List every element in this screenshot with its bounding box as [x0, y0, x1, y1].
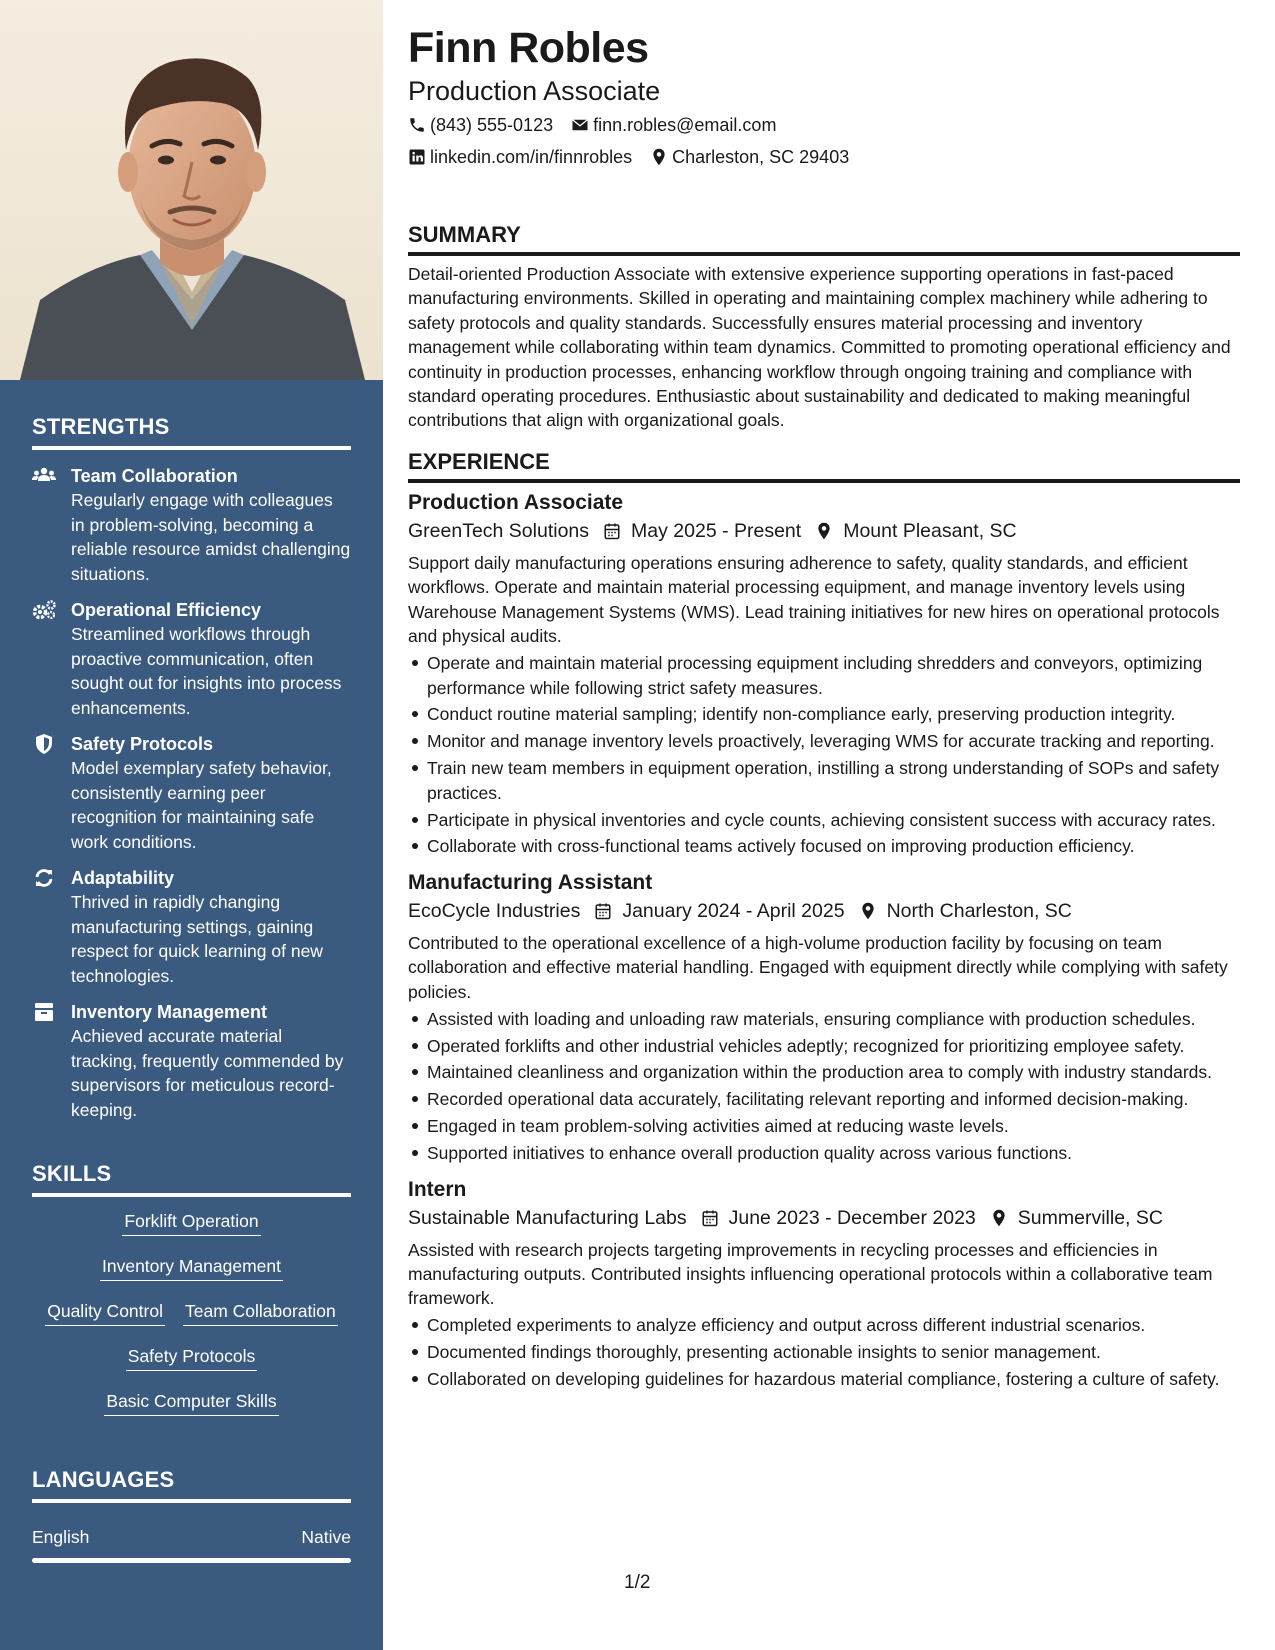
job-description: Support daily manufacturing operations ensuring adherence to safety, quality standards, and efficient workflows. Operate and maintain material processing equipment, and manage inventory levels using Warehouse Management Systems (WMS). Lead training initiatives for new hires on operational protocols and physical audits. — [408, 553, 1220, 647]
bullet-item: Maintained cleanliness and organization within the production area to comply with industry standards. — [408, 1060, 1240, 1084]
experience-section — [408, 449, 1240, 1391]
strength-title: Adaptability — [71, 868, 175, 888]
job-meta — [408, 897, 1240, 925]
bullet-item: Operate and maintain material processing equipment including shredders and conveyors, optimizing performance while following strict safety measures. — [408, 651, 1240, 700]
skill-tag: Quality Control — [45, 1299, 165, 1326]
language-name: English — [32, 1527, 90, 1547]
language-level: Native — [301, 1527, 351, 1547]
job-meta — [408, 517, 1240, 545]
shield-icon — [32, 734, 56, 754]
bullet-item: Collaborated on developing guidelines for hazardous material compliance, fostering a culture of safety. — [408, 1367, 1240, 1391]
skill-tag: Forklift Operation — [122, 1209, 260, 1236]
job-bullets — [408, 651, 1240, 859]
strength-title: Team Collaboration — [71, 466, 238, 486]
bullet-item: Conduct routine material sampling; identify non-compliance early, preserving production integrity. — [408, 702, 1240, 726]
sync-icon — [32, 868, 56, 888]
job-title: Production Associate — [408, 491, 624, 514]
bullet-item: Participate in physical inventories and cycle counts, achieving consistent success with accuracy rates. — [408, 808, 1240, 832]
box-icon — [32, 1002, 56, 1022]
envelope-icon — [571, 116, 589, 134]
strengths-heading: STRENGTHS — [32, 414, 351, 450]
skill-tag: Safety Protocols — [126, 1344, 257, 1371]
bullet-item: Monitor and manage inventory levels proactively, leveraging WMS for accurate tracking and reporting. — [408, 729, 1240, 753]
page-number: 1/2 — [624, 1572, 651, 1593]
language-item — [32, 1527, 351, 1548]
job-company: GreenTech Solutions — [408, 520, 590, 542]
calendar-icon — [594, 902, 612, 920]
candidate-role: Production Associate — [408, 76, 661, 106]
skill-tag: Inventory Management — [100, 1254, 283, 1281]
bullet-item: Supported initiatives to enhance overall production quality across various functions. — [408, 1141, 1240, 1165]
strength-title: Safety Protocols — [71, 734, 214, 754]
strength-title: Inventory Management — [71, 1002, 268, 1022]
strengths-section — [32, 414, 351, 1122]
skill-tag: Basic Computer Skills — [104, 1389, 278, 1416]
calendar-icon — [701, 1209, 719, 1227]
summary-heading: SUMMARY — [408, 222, 1240, 256]
languages-heading: LANGUAGES — [32, 1467, 351, 1503]
bullet-item: Assisted with loading and unloading raw materials, ensuring compliance with production schedules. — [408, 1007, 1240, 1031]
candidate-name: Finn Robles — [408, 24, 649, 72]
strength-item — [32, 1000, 351, 1122]
skills-section — [32, 1161, 351, 1434]
job-company: Sustainable Manufacturing Labs — [408, 1206, 687, 1229]
job-entry — [408, 1176, 1240, 1392]
job-bullets — [408, 1313, 1240, 1391]
summary-section — [408, 222, 1240, 433]
job-entry — [408, 489, 1240, 859]
job-title: Manufacturing Assistant — [408, 870, 653, 894]
strength-desc: Thrived in rapidly changing manufacturing settings, gaining respect for quick learning of new technologies. — [71, 892, 323, 986]
gears-icon — [32, 600, 56, 620]
strength-desc: Model exemplary safety behavior, consistently earning peer recognition for maintaining safe work conditions. — [71, 758, 332, 852]
job-dates: January 2024 - April 2025 — [622, 899, 845, 922]
strength-desc: Achieved accurate material tracking, frequently commended by supervisors for meticulous record-keeping. — [71, 1026, 344, 1120]
contact-location: Charleston, SC 29403 — [650, 145, 849, 169]
job-company: EcoCycle Industries — [408, 899, 581, 922]
bullet-item: Documented findings thoroughly, presenting actionable insights to senior management. — [408, 1340, 1240, 1364]
users-icon — [32, 466, 56, 486]
language-proficiency-bar — [32, 1558, 351, 1563]
strength-desc: Regularly engage with colleagues in problem-solving, becoming a reliable resource amidst challenging situations. — [71, 490, 351, 584]
sidebar — [0, 0, 383, 1650]
bullet-item: Recorded operational data accurately, facilitating relevant reporting and informed decision-making. — [408, 1087, 1240, 1111]
map-pin-icon — [859, 902, 877, 920]
contact-row-2 — [408, 145, 867, 169]
job-location: North Charleston, SC — [886, 899, 1072, 922]
job-entry — [408, 869, 1240, 1166]
bullet-item: Collaborate with cross-functional teams actively focused on improving production efficiency. — [408, 834, 1240, 858]
contact-row-1 — [408, 113, 794, 137]
strength-desc: Streamlined workflows through proactive communication, often sought out for insights into process enhancements. — [71, 624, 342, 718]
strength-item — [32, 732, 351, 854]
strength-item — [32, 866, 351, 988]
bullet-item: Engaged in team problem-solving activities aimed at reducing waste levels. — [408, 1114, 1240, 1138]
skills-list — [32, 1209, 351, 1434]
bullet-item: Completed experiments to analyze efficiency and output across different industrial scenarios. — [408, 1313, 1240, 1337]
job-location: Summerville, SC — [1017, 1206, 1163, 1229]
contact-phone: (843) 555-0123 — [408, 113, 553, 137]
bullet-item: Train new team members in equipment operation, instilling a strong understanding of SOPs and safety practices. — [408, 756, 1240, 805]
job-description: Assisted with research projects targeting improvements in recycling processes and efficiencies in manufacturing outputs. Contributed insights influencing operational protocols within a collaborative team framework. — [408, 1239, 1213, 1309]
job-meta — [408, 1204, 1240, 1232]
experience-heading: EXPERIENCE — [408, 449, 1240, 483]
map-pin-icon — [650, 148, 668, 166]
map-pin-icon — [990, 1209, 1008, 1227]
strength-item — [32, 464, 351, 586]
profile-photo — [0, 0, 383, 380]
skills-heading: SKILLS — [32, 1161, 351, 1197]
job-description: Contributed to the operational excellence of a high-volume production facility by focusing on team collaboration and effective material handling. Engaged with equipment directly while complying with safety policies. — [408, 932, 1228, 1002]
skill-tag: Team Collaboration — [183, 1299, 338, 1326]
languages-section — [32, 1467, 351, 1563]
job-dates: May 2025 - Present — [631, 520, 802, 542]
job-dates: June 2023 - December 2023 — [728, 1206, 976, 1229]
phone-icon — [408, 116, 426, 134]
job-location: Mount Pleasant, SC — [843, 520, 1017, 542]
bullet-item: Operated forklifts and other industrial vehicles adeptly; recognized for prioritizing employee safety. — [408, 1034, 1240, 1058]
contact-email[interactable]: finn.robles@email.com — [571, 113, 776, 137]
calendar-icon — [603, 522, 621, 540]
contact-linkedin[interactable]: linkedin.com/in/finnrobles — [408, 145, 632, 169]
summary-text: Detail-oriented Production Associate with extensive experience supporting operations in fast-paced manufacturing environments. Skilled in operating and maintaining complex machinery while adhering to safety protocols and quality standards. Successfully ensures material processing and inventory management while collaborating within team dynamics. Committed to promoting operational efficiency and continuity in production processes, enhancing workflow through ongoing training and compliance with standard operating procedures. Enthusiastic about sustainability and dedicated to making meaningful contributions that align with organizational goals. — [408, 264, 1231, 431]
strength-item — [32, 598, 351, 720]
map-pin-icon — [815, 522, 833, 540]
job-title: Intern — [408, 1177, 467, 1201]
job-bullets — [408, 1007, 1240, 1166]
linkedin-icon — [408, 148, 426, 166]
strength-title: Operational Efficiency — [71, 600, 262, 620]
